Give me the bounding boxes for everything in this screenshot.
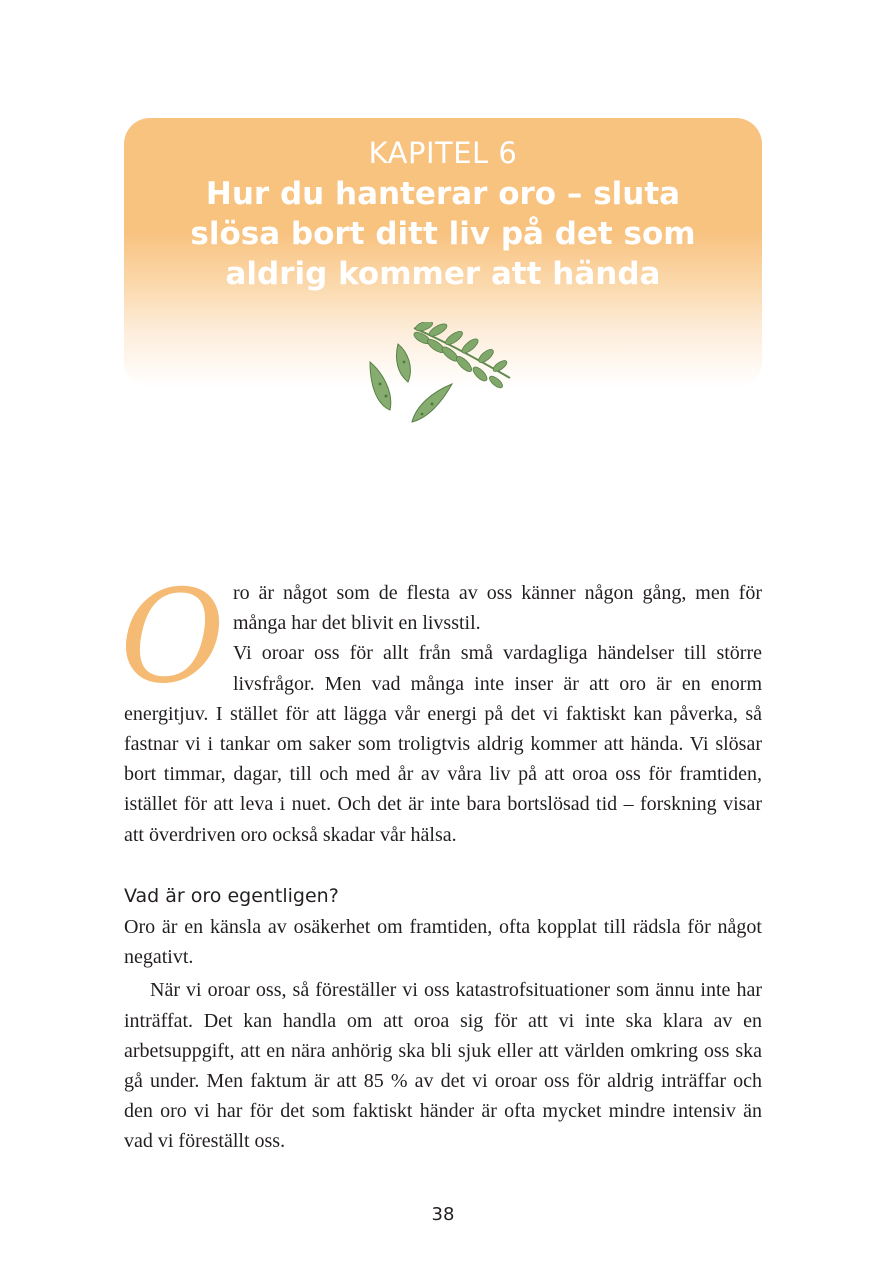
section-heading: Vad är oro egentligen?	[124, 885, 339, 907]
section-paragraph-2: När vi oroar oss, så föreställer vi oss katastrofsituationer som ännu inte har inträffat. Det kan handla om att oroa sig för att vi inte ska klara av en arbetsuppgift, att en nära anhörig ska bli sjuk eller att världen omkring oss ska gå under. Men faktum är att 85 % av det vi oroar oss för aldrig inträffar och den oro vi har för det som faktiskt händer är ofta mycket mindre intensiv än vad vi föreställt oss.	[124, 979, 762, 1153]
chapter-label: KAPITEL 6	[368, 136, 518, 170]
intro-paragraph-1: ro är något som de flesta av oss känner någon gång, men för många har det blivit en livsstil.	[232, 582, 762, 635]
leaf-sprig-icon	[362, 322, 522, 430]
section-paragraph-1: Oro är en känsla av osäkerhet om framtiden, ofta kopplat till rädsla för något negativt.	[124, 916, 762, 969]
dropcap-letter: O	[120, 563, 225, 712]
intro-text	[120, 563, 762, 850]
chapter-title: Hur du hanterar oro – sluta slösa bort ditt liv på det som aldrig kommer att hända	[190, 176, 696, 292]
page-number: 38	[431, 1204, 455, 1225]
section-text	[124, 912, 762, 1157]
intro-paragraph-2: Vi oroar oss för allt från små vardagliga händelser till större livsfrågor. Men vad många inte inser är att oro är en enorm energitjuv. I stället för att lägga vår energi på det vi faktiskt kan påverka, så fastnar vi i tankar om saker som troligtvis aldrig kommer att hända. Vi slösar bort timmar, dagar, till och med år av våra liv på att oroa oss för framtiden, istället för att leva i nuet. Och det är inte bara bortslösad tid – forskning visar att överdriven oro också skadar vår hälsa.	[124, 642, 762, 846]
